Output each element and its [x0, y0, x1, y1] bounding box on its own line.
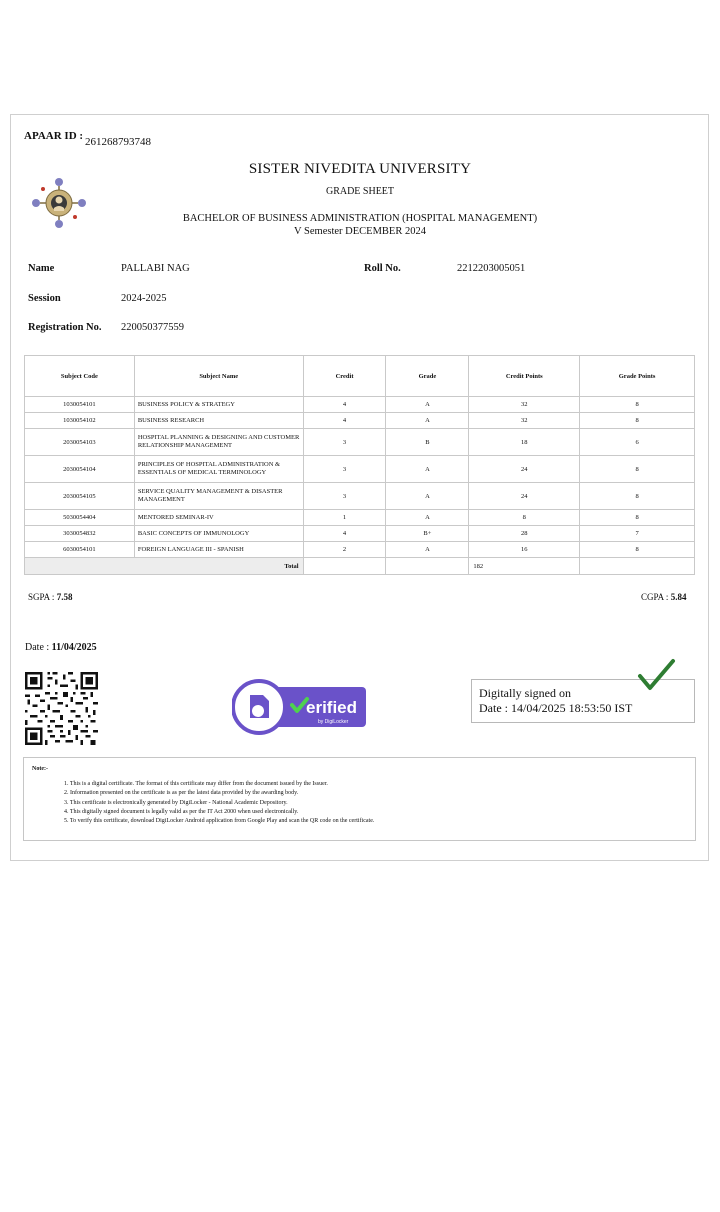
roll-label: Roll No. — [364, 263, 401, 274]
credit-points: 24 — [469, 456, 580, 483]
grade: B+ — [386, 526, 469, 542]
header-subject-code: Subject Code — [25, 356, 135, 397]
sgpa-value: 7.58 — [56, 592, 73, 602]
subject-code: 5030054404 — [25, 510, 135, 526]
grade: A — [386, 542, 469, 558]
grade-sheet-title: GRADE SHEET — [325, 186, 395, 197]
grade-points: 8 — [580, 456, 695, 483]
grades-table — [24, 355, 695, 575]
table-header-row — [25, 356, 695, 397]
credit: 3 — [303, 429, 386, 456]
grade: B — [386, 429, 469, 456]
cgpa — [641, 592, 686, 602]
total-grade — [386, 558, 469, 575]
grade-points: 8 — [580, 483, 695, 510]
qr-code — [25, 672, 98, 745]
subject-code: 6030054101 — [25, 542, 135, 558]
registration-number: 220050377559 — [121, 322, 184, 333]
signature-line-1: Digitally signed on — [479, 686, 571, 700]
notes-list — [64, 780, 374, 826]
grade: A — [386, 456, 469, 483]
table-row — [25, 429, 695, 456]
name-label: Name — [28, 263, 55, 274]
credit-points: 18 — [469, 429, 580, 456]
subject-name: SERVICE QUALITY MANAGEMENT & DISASTER MANAGEMENT — [134, 483, 303, 510]
table-row — [25, 526, 695, 542]
sgpa-label: SGPA : — [28, 592, 55, 602]
subject-name: BUSINESS RESEARCH — [134, 413, 303, 429]
grade: A — [386, 483, 469, 510]
semester-name: V Semester DECEMBER 2024 — [294, 226, 426, 237]
total-credit — [303, 558, 386, 575]
university-name: SISTER NIVEDITA UNIVERSITY — [248, 161, 472, 177]
header-credit-points: Credit Points — [469, 356, 580, 397]
digilocker-verified-badge — [232, 678, 367, 736]
grade-points: 8 — [580, 397, 695, 413]
subject-code: 1030054101 — [25, 397, 135, 413]
note-item: 1. This is a digital certificate. The format of this certificate may differ from the document issued by the Issuer. — [64, 781, 328, 787]
total-label: Total — [25, 558, 304, 575]
registration-label: Registration No. — [28, 322, 102, 333]
apaar-id-value: 261268793748 — [85, 136, 151, 148]
credit: 3 — [303, 483, 386, 510]
session-value: 2024-2025 — [121, 293, 167, 304]
programme-info — [0, 212, 720, 238]
subject-name: MENTORED SEMINAR-IV — [134, 510, 303, 526]
badge-subtext: by DigiLocker — [318, 719, 349, 725]
credit-points: 32 — [469, 397, 580, 413]
notes-box — [23, 757, 696, 841]
table-row — [25, 397, 695, 413]
student-name: PALLABI NAG — [121, 263, 190, 274]
subject-name: FOREIGN LANGUAGE III - SPANISH — [134, 542, 303, 558]
sgpa — [28, 592, 72, 602]
note-item: 4. This digitally signed document is legally valid as per the IT Act 2000 when used electronically. — [64, 808, 299, 815]
total-credit-points: 182 — [469, 558, 580, 575]
signature-line-2: Date : 14/04/2025 18:53:50 IST — [479, 701, 633, 715]
checkmark-icon — [636, 658, 676, 692]
subject-code: 2030054105 — [25, 483, 135, 510]
subject-name: BUSINESS POLICY & STRATEGY — [134, 397, 303, 413]
issue-date — [25, 642, 97, 653]
note-item: 2. Information presented on the certificate is as per the latest data provided by the awarding body. — [64, 790, 299, 797]
table-row — [25, 483, 695, 510]
subject-name: PRINCIPLES OF HOSPITAL ADMINISTRATION & ESSENTIALS OF MEDICAL TERMINOLOGY — [134, 456, 303, 483]
table-row — [25, 456, 695, 483]
table-row — [25, 413, 695, 429]
credit: 3 — [303, 456, 386, 483]
header-subject-name: Subject Name — [134, 356, 303, 397]
credit-points: 32 — [469, 413, 580, 429]
issue-date-value: 11/04/2025 — [51, 642, 97, 653]
credit-points: 28 — [469, 526, 580, 542]
subject-code: 3030054832 — [25, 526, 135, 542]
subject-name: BASIC CONCEPTS OF IMMUNOLOGY — [134, 526, 303, 542]
grade: A — [386, 397, 469, 413]
note-item: 5. To verify this certificate, download DigiLocker Android application from Google Play and scan the QR code on the certificate. — [64, 818, 375, 825]
grade-points: 8 — [580, 510, 695, 526]
session-label: Session — [28, 293, 61, 304]
issue-date-label: Date : — [25, 642, 50, 653]
credit: 4 — [303, 413, 386, 429]
grade-points: 6 — [580, 429, 695, 456]
subject-code: 2030054104 — [25, 456, 135, 483]
table-row — [25, 510, 695, 526]
roll-number: 2212203005051 — [457, 263, 526, 274]
credit: 2 — [303, 542, 386, 558]
notes-title: Note:- — [32, 766, 48, 772]
credit: 4 — [303, 526, 386, 542]
credit: 4 — [303, 397, 386, 413]
cgpa-value: 5.84 — [670, 592, 687, 602]
subject-name: HOSPITAL PLANNING & DESIGNING AND CUSTOMER RELATIONSHIP MANAGEMENT — [134, 429, 303, 456]
subject-code: 1030054102 — [25, 413, 135, 429]
grade-points: 8 — [580, 413, 695, 429]
header-grade-points: Grade Points — [580, 356, 695, 397]
credit: 1 — [303, 510, 386, 526]
cgpa-label: CGPA : — [641, 592, 669, 602]
credit-points: 24 — [469, 483, 580, 510]
header-credit: Credit — [303, 356, 386, 397]
grade: A — [386, 413, 469, 429]
grade: A — [386, 510, 469, 526]
subject-code: 2030054103 — [25, 429, 135, 456]
header-grade: Grade — [386, 356, 469, 397]
note-item: 3. This certificate is electronically generated by DigiLocker - National Academic Depository. — [64, 799, 288, 806]
programme-name: BACHELOR OF BUSINESS ADMINISTRATION (HOSPITAL MANAGEMENT) — [182, 213, 538, 224]
apaar-id-label: APAAR ID : — [24, 130, 84, 142]
grade-points: 7 — [580, 526, 695, 542]
grade-points: 8 — [580, 542, 695, 558]
total-grade-points — [580, 558, 695, 575]
credit-points: 16 — [469, 542, 580, 558]
credit-points: 8 — [469, 510, 580, 526]
table-row — [25, 542, 695, 558]
total-row — [25, 558, 695, 575]
badge-text: erified — [306, 698, 358, 717]
